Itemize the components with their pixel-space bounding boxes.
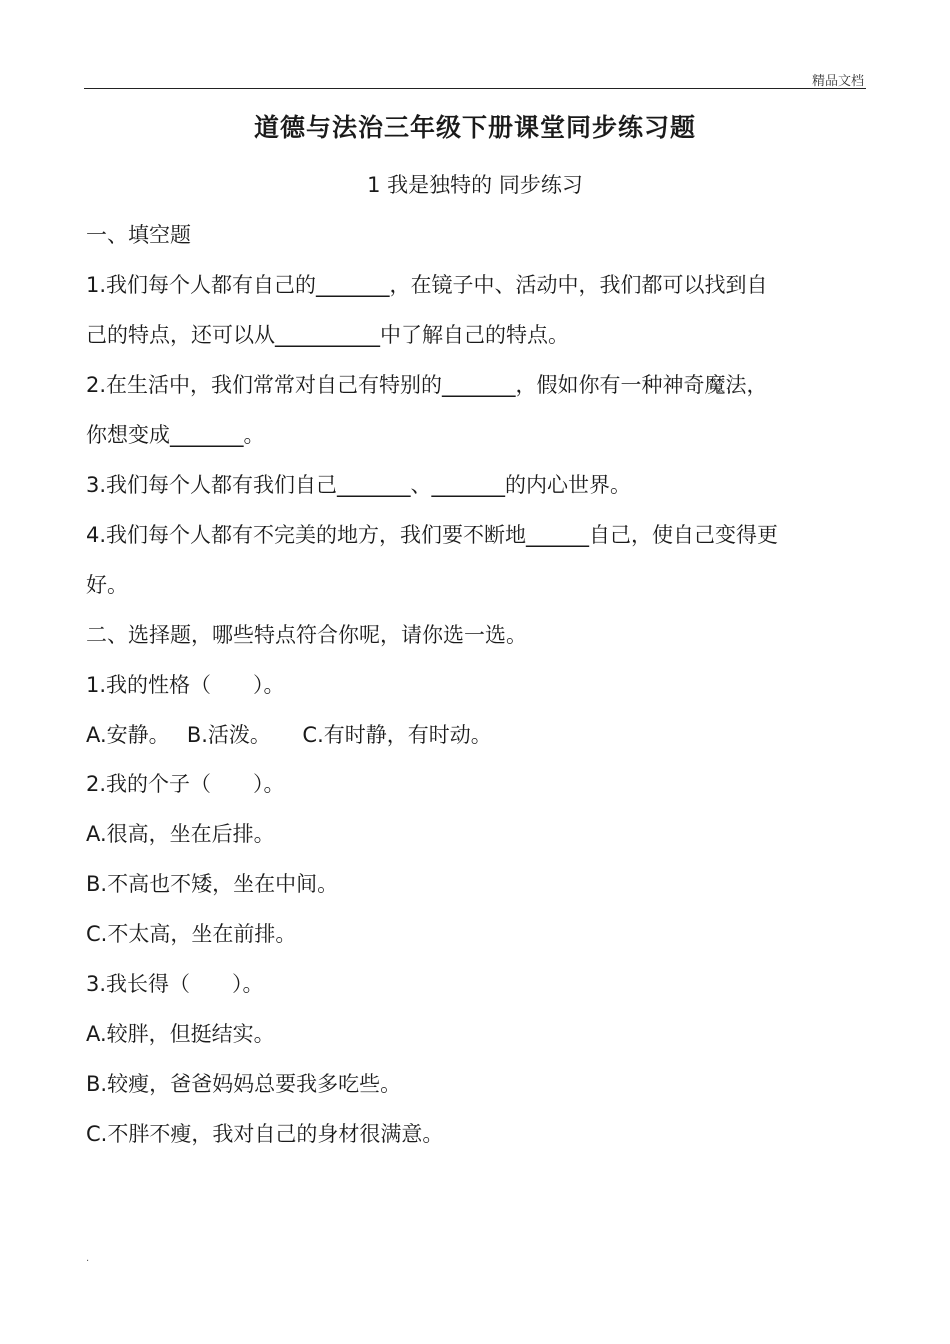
section-fill-blank-heading: 一、填空题 <box>86 223 191 247</box>
fill-question-4-line-1: 4.我们每个人都有不完美的地方，我们要不断地______自己，使自己变得更 <box>86 523 779 547</box>
choice-question-1-options: A.安静。 B.活泼。 C.有时静，有时动。 <box>86 723 492 747</box>
choice-question-2-option-a: A.很高，坐在后排。 <box>86 822 275 846</box>
choice-question-2: 2.我的个子（ ）。 <box>86 772 285 796</box>
fill-question-2-line-1: 2.在生活中，我们常常对自己有特别的_______，假如你有一种神奇魔法， <box>86 373 768 397</box>
choice-question-2-option-c: C.不太高，坐在前排。 <box>86 922 297 946</box>
choice-question-3-option-a: A.较胖，但挺结实。 <box>86 1022 275 1046</box>
choice-question-3: 3.我长得（ ）。 <box>86 972 264 996</box>
page-subtitle: 1 我是独特的 同步练习 <box>367 173 583 197</box>
fill-question-2-line-2: 你想变成_______。 <box>86 423 265 447</box>
header-label: 精品文档 <box>811 74 864 89</box>
footer-mark: . <box>86 1253 90 1264</box>
section-choice-heading: 二、选择题，哪些特点符合你呢，请你选一选。 <box>86 623 527 647</box>
fill-question-1-line-2: 己的特点，还可以从__________中了解自己的特点。 <box>86 323 569 347</box>
fill-question-4-line-2: 好。 <box>86 573 128 597</box>
fill-question-3-line-1: 3.我们每个人都有我们自己_______、_______的内心世界。 <box>86 473 632 497</box>
choice-question-3-option-b: B.较瘦，爸爸妈妈总要我多吃些。 <box>86 1072 402 1096</box>
fill-question-1-line-1: 1.我们每个人都有自己的_______，在镜子中、活动中，我们都可以找到自 <box>86 273 768 297</box>
page-title: 道德与法治三年级下册课堂同步练习题 <box>253 113 696 142</box>
header-rule <box>84 88 866 89</box>
choice-question-1: 1.我的性格（ ）。 <box>86 673 285 697</box>
choice-question-3-option-c: C.不胖不瘦，我对自己的身材很满意。 <box>86 1122 444 1146</box>
choice-question-2-option-b: B.不高也不矮，坐在中间。 <box>86 872 339 896</box>
